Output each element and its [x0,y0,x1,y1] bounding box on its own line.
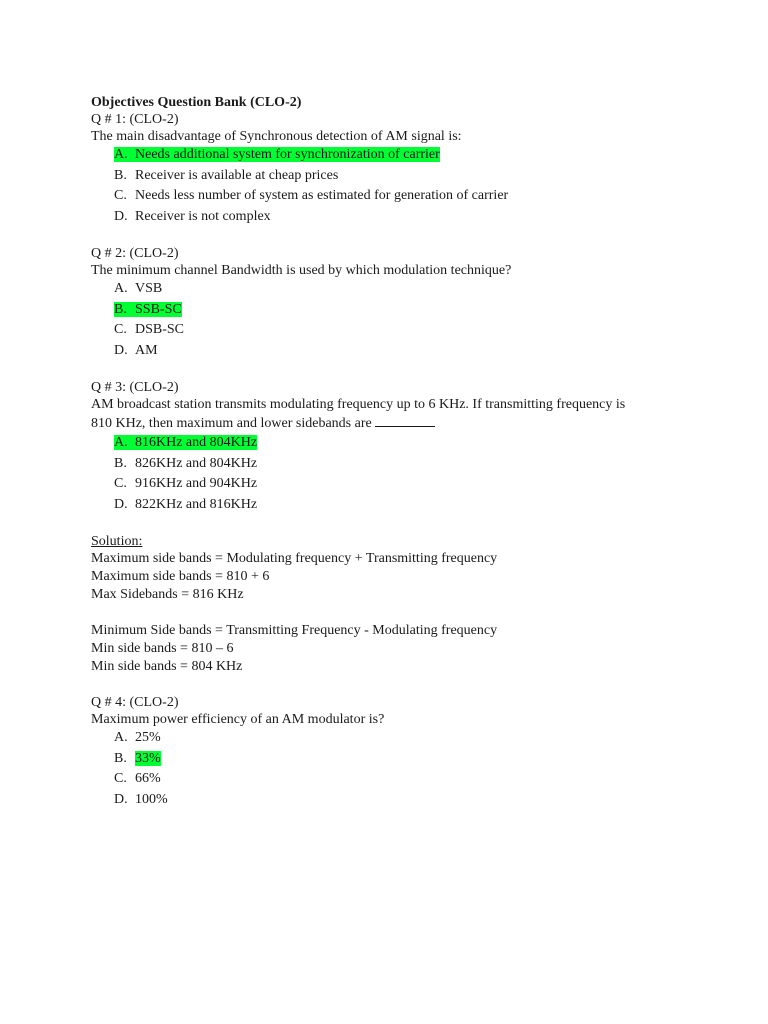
option-4d [91,790,691,811]
question-1 [91,111,691,227]
option-2b [91,300,691,321]
spacer [91,515,691,533]
option-text: Needs additional system for synchronization of carrier [135,147,440,162]
option-letter: B. [114,455,127,471]
option-text: 25% [135,730,161,745]
option-letter: C. [114,322,127,337]
option-text: 916KHz and 904KHz [135,476,258,491]
option-text: 33% [135,750,161,766]
option-2a [91,279,691,300]
option-letter: B. [114,167,127,183]
answer-blank [375,414,435,427]
option-3b [91,454,691,475]
question-3-text-line2-row [91,414,691,433]
question-2-text: The minimum channel Bandwidth is used by which modulation technique? [91,263,512,278]
option-letter: A. [114,730,128,745]
question-4-heading: Q # 4: (CLO-2) [91,695,179,710]
option-letter: D. [114,208,128,224]
option-text: VSB [135,281,163,296]
option-letter: A. [114,147,128,162]
option-1d [91,207,691,228]
option-4c [91,769,691,790]
solution-line: Min side bands = 810 – 6 [91,641,234,656]
question-2-options [91,279,691,361]
option-3a [91,433,691,454]
option-4b [91,749,691,770]
solution-title: Solution: [91,534,143,549]
option-letter: D. [114,791,128,807]
question-2-heading: Q # 2: (CLO-2) [91,246,179,261]
option-2c [91,320,691,341]
question-3 [91,379,691,515]
option-letter: B. [114,301,127,317]
option-letter: C. [114,771,127,786]
question-4-options [91,728,691,810]
option-text: 66% [135,771,161,786]
solution-line: Min side bands = 804 KHz [91,659,243,674]
page-title: Objectives Question Bank (CLO-2) [91,95,302,110]
spacer [91,604,691,622]
option-letter: A. [114,281,128,296]
option-1a [91,145,691,166]
answer-highlight [114,302,182,317]
solution-block [91,533,691,676]
question-4-text: Maximum power efficiency of an AM modulator is? [91,712,385,727]
option-text: Receiver is not complex [135,208,271,224]
question-3-options [91,433,691,515]
option-text: SSB-SC [135,301,182,317]
option-1b [91,166,691,187]
option-4a [91,728,691,749]
document-page [91,94,691,810]
option-letter: C. [114,188,127,203]
spacer [91,676,691,694]
spacer [91,361,691,379]
solution-line: Max Sidebands = 816 KHz [91,587,244,602]
solution-line: Minimum Side bands = Transmitting Frequency - Modulating frequency [91,623,498,638]
option-text: 100% [135,791,168,807]
option-letter: B. [114,750,127,766]
option-3d [91,495,691,516]
option-3c [91,474,691,495]
answer-highlight [114,147,440,162]
answer-highlight [135,751,161,766]
option-text: 826KHz and 804KHz [135,455,258,471]
question-1-text: The main disadvantage of Synchronous detection of AM signal is: [91,129,462,144]
option-2d [91,341,691,362]
option-text: AM [135,342,158,358]
question-3-heading: Q # 3: (CLO-2) [91,380,179,395]
question-1-options [91,145,691,227]
option-letter: D. [114,342,128,358]
option-text: 822KHz and 816KHz [135,496,258,512]
option-text: Needs less number of system as estimated for generation of carrier [135,188,509,203]
question-4 [91,694,691,810]
option-text: 816KHz and 804KHz [135,435,258,450]
question-3-text-line2: 810 KHz, then maximum and lower sidebands are [91,416,372,431]
solution-line: Maximum side bands = 810 + 6 [91,569,270,584]
option-text: DSB-SC [135,322,185,337]
spacer [91,227,691,245]
option-text: Receiver is available at cheap prices [135,167,339,183]
question-1-heading: Q # 1: (CLO-2) [91,112,179,127]
answer-highlight [114,435,257,450]
question-3-text-line1: AM broadcast station transmits modulating frequency up to 6 KHz. If transmitting frequency is [91,397,626,412]
option-letter: A. [114,435,128,450]
solution-line: Maximum side bands = Modulating frequency + Transmitting frequency [91,551,498,566]
option-letter: D. [114,496,128,512]
option-letter: C. [114,476,127,491]
question-2 [91,245,691,361]
option-1c [91,186,691,207]
question-3-text [91,396,691,433]
